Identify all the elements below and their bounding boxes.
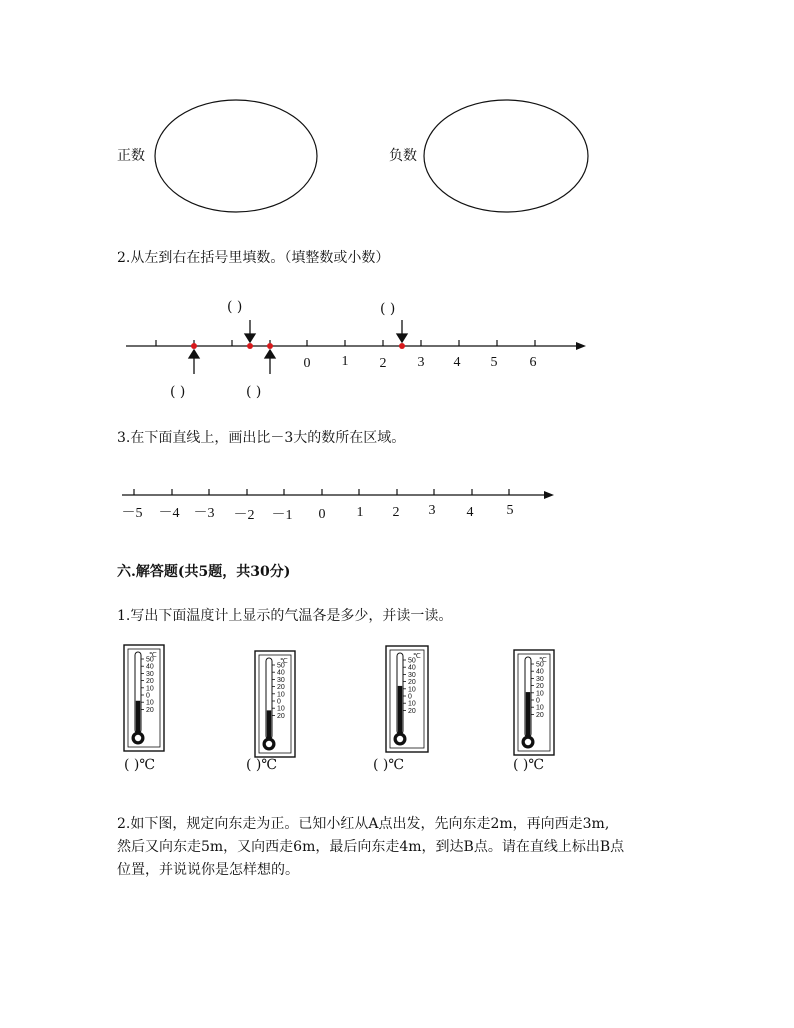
thermometer-3-scale-label-7: 20 [408,707,416,715]
q3-tick-label-4: 4 [466,505,474,520]
q3-tick-label-0: 0 [318,507,326,522]
q3-tick-label-5: 5 [506,503,514,518]
q3-instruction: 3.在下面直线上，画出比－3大的数所在区域。 [117,430,406,446]
thermometer-answer-4[interactable]: ( )℃ [513,757,545,773]
q3-tick-label-m3: －3 [193,506,215,521]
thermometer-2-scale-label-6: 10 [277,705,285,713]
s6q1-instruction: 1.写出下面温度计上显示的气温各是多少，并读一读。 [117,608,453,624]
q2-tick-label-3: 3 [417,355,425,370]
thermometer-3-scale-label-2: 30 [408,671,416,679]
thermometer-1-scale-label-7: 20 [146,706,154,714]
thermometer-4-scale-label-3: 20 [536,683,544,691]
thermometer-2-scale-label-4: 10 [277,691,285,699]
s6q2-line-1: 2.如下图，规定向东走为正。已知小红从A点出发，先向东走2m，再向西走3m, [117,816,610,832]
thermometer-2-scale-label-7: 20 [277,712,285,720]
thermometer-unit-4: ℃ [539,657,547,664]
q2-blank-1[interactable]: ( ) [227,299,243,315]
s6q2-line-2: 然后又向东走5m，又向西走6m，最后向东走4m，到达B点。请在直线上标出B点 [117,839,625,855]
thermometer-mercury-2 [267,710,271,739]
thermometer-1-scale-label-3: 20 [146,678,154,686]
positive-label: 正数 [117,148,145,164]
q2-blank-3[interactable]: ( ) [170,384,186,400]
thermometer-answer-3[interactable]: ( )℃ [373,757,405,773]
q3-tick-label-3: 3 [428,503,436,518]
thermometer-4-scale-label-7: 20 [536,711,544,719]
thermometer-2-scale-label-2: 30 [277,676,285,684]
thermometer-2-scale-label-0: 50 [277,662,285,670]
thermometer-frame-3 [386,646,428,752]
thermometer-2-scale-label-1: 40 [277,669,285,677]
thermometer-answer-1[interactable]: ( )℃ [124,757,156,773]
thermometer-bulb-highlight-3 [397,736,403,742]
thermometer-1-scale-label-2: 30 [146,670,154,678]
thermometer-mercury-4 [526,692,530,737]
thermometer-4-scale-label-5: 0 [536,697,540,705]
thermometer-3-scale-label-3: 20 [408,679,416,687]
thermometer-1-scale-label-0: 50 [146,656,154,664]
q3-tick-label-m1: －1 [271,508,293,523]
thermometer-4-scale-label-2: 30 [536,675,544,683]
q2-tick-label-5: 5 [490,355,498,370]
thermometer-4-scale-label-4: 10 [536,690,544,698]
thermometer-frame-4 [514,650,554,755]
thermometer-bulb-highlight-4 [525,739,531,745]
q2-tick-label-4: 4 [453,355,461,370]
thermometer-unit-2: ℃ [280,658,288,665]
thermometer-bulb-highlight-2 [266,741,272,747]
q3-tick-label-m4: －4 [158,506,180,521]
thermometer-2-scale-label-5: 0 [277,698,281,706]
thermometer-frame-2 [255,651,295,757]
thermometer-1-scale-label-6: 10 [146,699,154,707]
thermometer-3-scale-label-0: 50 [408,657,416,665]
q3-tick-label-1: 1 [356,505,364,520]
thermometer-1-scale-label-5: 0 [146,692,150,700]
thermometer-answer-2[interactable]: ( )℃ [246,757,278,773]
q2-tick-label-0: 0 [303,356,311,371]
q3-tick-label-m5: －5 [121,506,143,521]
q3-tick-label-m2: －2 [233,508,255,523]
section6-title: 六.解答题(共5题，共30分) [117,564,291,580]
thermometer-2-scale-label-3: 20 [277,684,285,692]
thermometer-4-scale-label-6: 10 [536,704,544,712]
q2-blank-2[interactable]: ( ) [380,301,396,317]
thermometer-unit-1: ℃ [149,652,157,659]
thermometer-mercury-3 [398,686,402,734]
negative-label: 负数 [389,148,417,164]
s6q2-line-3: 位置，并说说你是怎样想的。 [117,862,299,878]
q2-tick-label-2: 2 [379,356,387,371]
q3-tick-label-2: 2 [392,505,400,520]
thermometer-3-scale-label-5: 0 [408,693,412,701]
q2-tick-label-6: 6 [529,355,537,370]
thermometer-3-scale-label-4: 10 [408,686,416,694]
q2-instruction: 2.从左到右在括号里填数。（填整数或小数） [117,250,390,266]
thermometer-bulb-highlight-1 [135,735,141,741]
thermometer-4-scale-label-1: 40 [536,668,544,676]
q2-tick-label-1: 1 [341,354,349,369]
thermometer-mercury-1 [136,701,140,733]
thermometer-frame-1 [124,645,164,751]
thermometer-unit-3: ℃ [413,653,421,660]
thermometer-1-scale-label-4: 10 [146,685,154,693]
thermometer-1-scale-label-1: 40 [146,663,154,671]
thermometer-4-scale-label-0: 50 [536,661,544,669]
thermometer-3-scale-label-1: 40 [408,664,416,672]
q2-blank-4[interactable]: ( ) [246,384,262,400]
thermometer-3-scale-label-6: 10 [408,700,416,708]
